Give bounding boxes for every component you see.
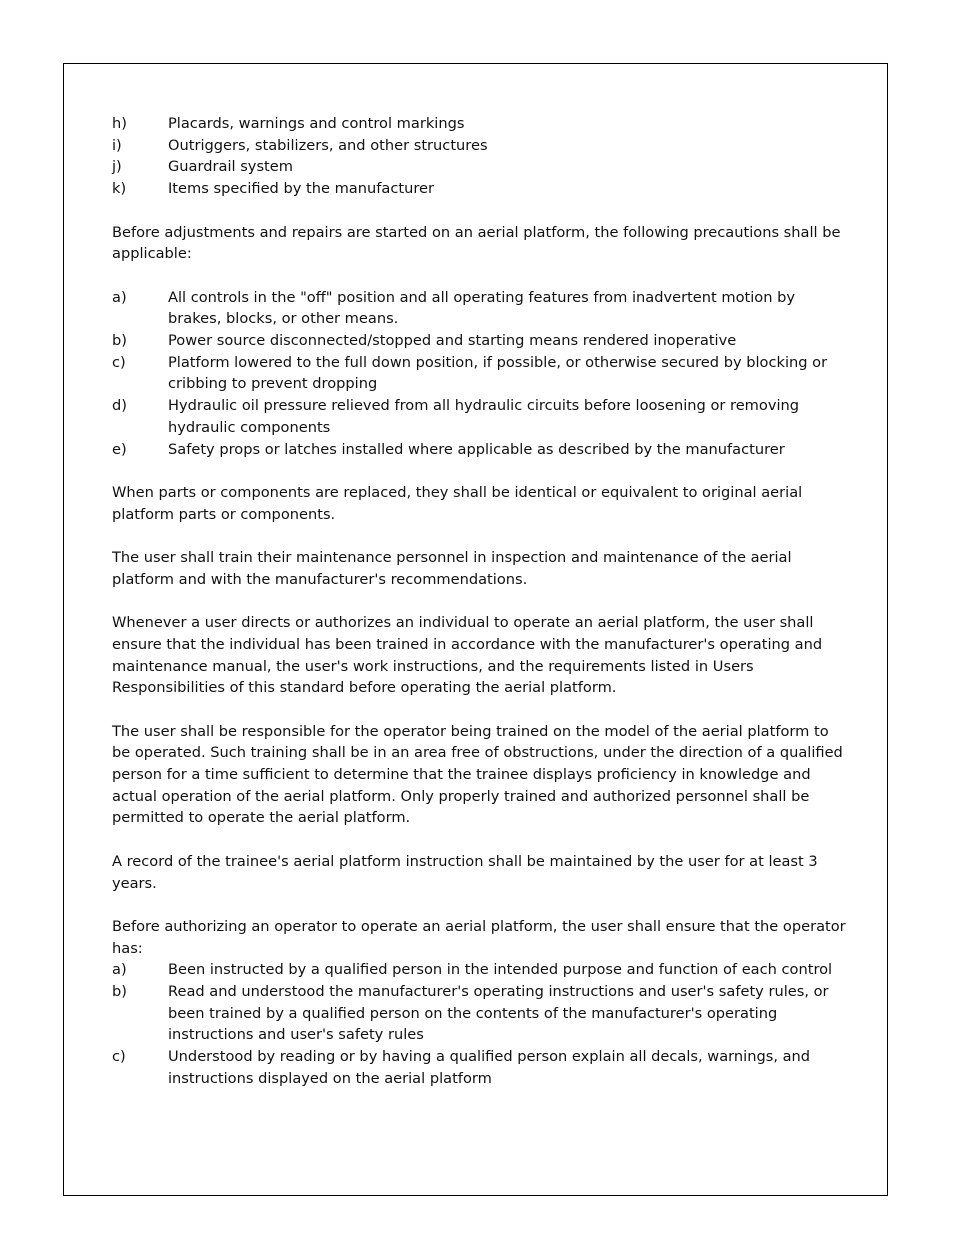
list-item xyxy=(112,1046,847,1089)
paragraph-spacer xyxy=(112,829,847,851)
list-item-text: Safety props or latches installed where applicable as described by the manufacturer xyxy=(168,440,785,458)
list-item-text: Placards, warnings and control markings xyxy=(168,115,465,132)
paragraph-spacer xyxy=(112,699,847,721)
paragraph-spacer xyxy=(112,525,847,547)
list-item xyxy=(112,178,847,200)
replacement-paragraph: When parts or components are replaced, they shall be identical or equivalent to original aerial platform parts or components. xyxy=(112,483,803,523)
list-item-text: All controls in the "off" position and all operating features from inadvertent motion by brakes, blocks, or other means. xyxy=(168,288,796,328)
paragraph-spacer xyxy=(112,265,847,287)
list-item-text: Understood by reading or by having a qualified person explain all decals, warnings, and instructions displayed on the aerial platform xyxy=(168,1048,811,1087)
list-item xyxy=(112,113,847,135)
precautions-list xyxy=(112,287,847,461)
list-item xyxy=(112,352,847,395)
list-item xyxy=(112,395,847,438)
list-item-letter: d) xyxy=(112,397,127,415)
authorization-paragraph: Whenever a user directs or authorizes an individual to operate an aerial platform, the user shall ensure that the individual has been trained in accordance with the manufacturer's operating and maintenance manual, the user's work instructions, and the requirements listed in Users Responsibilities of this standard before operating the aerial platform. xyxy=(112,614,823,697)
precautions-intro: Before adjustments and repairs are started on an aerial platform, the following precautions shall be applicable: xyxy=(112,223,841,263)
list-item xyxy=(112,439,847,461)
maintenance-training-paragraph: The user shall train their maintenance personnel in inspection and maintenance of the aerial platform and with the manufacturer's recommendations. xyxy=(112,549,792,588)
list-item-text: Read and understood the manufacturer's operating instructions and user's safety rules, or been trained by a qualified person on the contents of the manufacturer's operating instructions and user's safety rules xyxy=(168,983,829,1044)
record-paragraph: A record of the trainee's aerial platform instruction shall be maintained by the user for at least 3 years. xyxy=(112,852,818,892)
paragraph-spacer xyxy=(112,460,847,482)
paragraph-spacer xyxy=(112,590,847,612)
list-item-text: Outriggers, stabilizers, and other structures xyxy=(168,136,488,154)
list-item-text: Items specified by the manufacturer xyxy=(168,180,434,198)
list-item-letter: e) xyxy=(112,440,127,458)
operator-intro: Before authorizing an operator to operate an aerial platform, the user shall ensure that the operator has: xyxy=(112,917,846,957)
operator-training-paragraph: The user shall be responsible for the operator being trained on the model of the aerial platform to be operated. Such training shall be in an area free of obstructions, under the direction of a qualified person for a time sufficient to determine that the trainee displays proficiency in knowledge and actual operation of the aerial platform. Only properly trained and authorized personnel shall be permitted to operate the aerial platform. xyxy=(112,722,843,827)
paragraph-spacer xyxy=(112,894,847,916)
list-item xyxy=(112,981,847,1046)
list-item xyxy=(112,287,847,330)
list-item-text: Platform lowered to the full down position, if possible, or otherwise secured by blocking or cribbing to prevent dropping xyxy=(168,353,828,393)
operator-list xyxy=(112,959,847,1089)
list-item-letter: c) xyxy=(112,353,126,371)
list-item-letter: b) xyxy=(112,332,127,349)
list-item-letter: k) xyxy=(112,180,127,198)
list-item-letter: a) xyxy=(112,961,127,979)
list-item-text: Power source disconnected/stopped and starting means rendered inoperative xyxy=(168,332,737,349)
list-item-letter: i) xyxy=(112,136,122,154)
list-item-text: Hydraulic oil pressure relieved from all hydraulic circuits before loosening or removing hydraulic components xyxy=(168,397,800,436)
list-item-letter: a) xyxy=(112,288,127,306)
list-item-letter: b) xyxy=(112,983,127,1000)
list-item xyxy=(112,959,847,981)
list-item-text: Guardrail system xyxy=(168,158,293,176)
list-item-letter: c) xyxy=(112,1048,126,1066)
inspection-list xyxy=(112,113,847,200)
list-item-letter: j) xyxy=(112,158,122,176)
list-item-letter: h) xyxy=(112,115,127,132)
list-item-text: Been instructed by a qualified person in the intended purpose and function of each control xyxy=(168,961,833,979)
paragraph-spacer xyxy=(112,200,847,222)
list-item xyxy=(112,156,847,178)
list-item xyxy=(112,135,847,157)
document-body xyxy=(112,113,847,1090)
list-item xyxy=(112,330,847,352)
